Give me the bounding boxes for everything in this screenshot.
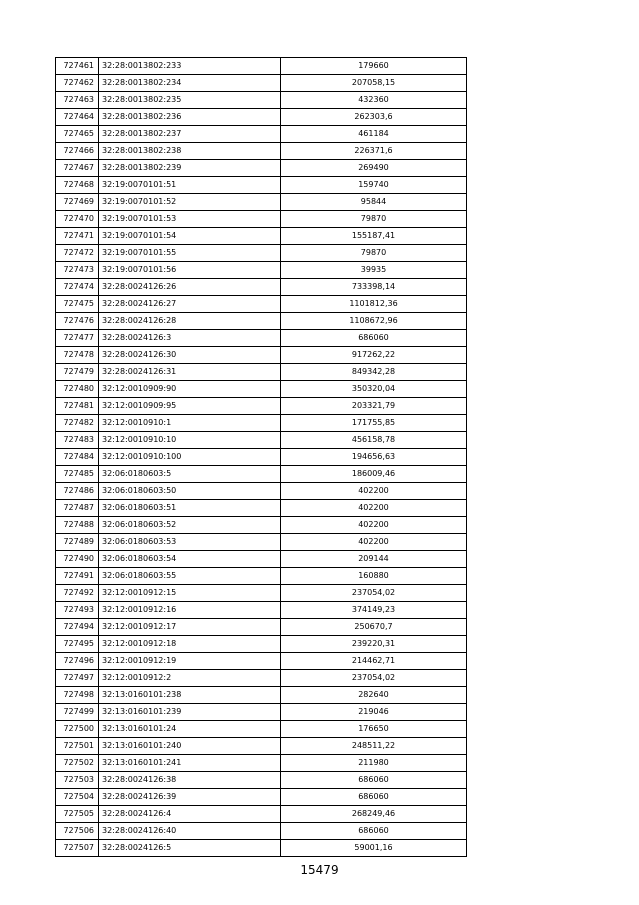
cadastral-number-cell: 32:28:0013802:239 — [99, 160, 281, 177]
table-row — [56, 449, 467, 466]
row-id-cell: 727481 — [56, 398, 99, 415]
value-cell: 402200 — [281, 500, 467, 517]
table-row — [56, 823, 467, 840]
row-id-cell: 727472 — [56, 245, 99, 262]
row-id-cell: 727492 — [56, 585, 99, 602]
value-cell: 432360 — [281, 92, 467, 109]
value-cell: 186009,46 — [281, 466, 467, 483]
cadastral-number-cell: 32:13:0160101:238 — [99, 687, 281, 704]
value-cell: 917262,22 — [281, 347, 467, 364]
cadastral-number-cell: 32:19:0070101:55 — [99, 245, 281, 262]
cadastral-number-cell: 32:12:0010912:15 — [99, 585, 281, 602]
table-row — [56, 58, 467, 75]
row-id-cell: 727488 — [56, 517, 99, 534]
cadastral-number-cell: 32:19:0070101:52 — [99, 194, 281, 211]
row-id-cell: 727485 — [56, 466, 99, 483]
value-cell: 250670,7 — [281, 619, 467, 636]
value-cell: 686060 — [281, 772, 467, 789]
table-row — [56, 296, 467, 313]
cadastral-number-cell: 32:28:0013802:237 — [99, 126, 281, 143]
cadastral-number-cell: 32:06:0180603:53 — [99, 534, 281, 551]
value-cell: 79870 — [281, 245, 467, 262]
row-id-cell: 727463 — [56, 92, 99, 109]
cadastral-value-table — [55, 57, 467, 857]
row-id-cell: 727490 — [56, 551, 99, 568]
row-id-cell: 727496 — [56, 653, 99, 670]
cadastral-number-cell: 32:28:0013802:234 — [99, 75, 281, 92]
cadastral-number-cell: 32:28:0024126:39 — [99, 789, 281, 806]
row-id-cell: 727507 — [56, 840, 99, 857]
cadastral-number-cell: 32:12:0010912:19 — [99, 653, 281, 670]
table-row — [56, 415, 467, 432]
value-cell: 282640 — [281, 687, 467, 704]
cadastral-number-cell: 32:13:0160101:241 — [99, 755, 281, 772]
cadastral-number-cell: 32:06:0180603:54 — [99, 551, 281, 568]
table-row — [56, 126, 467, 143]
cadastral-number-cell: 32:28:0024126:38 — [99, 772, 281, 789]
cadastral-number-cell: 32:28:0024126:30 — [99, 347, 281, 364]
value-cell: 214462,71 — [281, 653, 467, 670]
cadastral-number-cell: 32:12:0010909:95 — [99, 398, 281, 415]
row-id-cell: 727480 — [56, 381, 99, 398]
cadastral-number-cell: 32:06:0180603:55 — [99, 568, 281, 585]
row-id-cell: 727493 — [56, 602, 99, 619]
value-cell: 402200 — [281, 517, 467, 534]
row-id-cell: 727503 — [56, 772, 99, 789]
cadastral-number-cell: 32:19:0070101:53 — [99, 211, 281, 228]
row-id-cell: 727461 — [56, 58, 99, 75]
row-id-cell: 727474 — [56, 279, 99, 296]
cadastral-number-cell: 32:28:0013802:236 — [99, 109, 281, 126]
table-row — [56, 619, 467, 636]
row-id-cell: 727495 — [56, 636, 99, 653]
table-row — [56, 755, 467, 772]
table-row — [56, 602, 467, 619]
row-id-cell: 727471 — [56, 228, 99, 245]
table-row — [56, 466, 467, 483]
table-row — [56, 653, 467, 670]
cadastral-number-cell: 32:28:0024126:4 — [99, 806, 281, 823]
value-cell: 350320,04 — [281, 381, 467, 398]
value-cell: 211980 — [281, 755, 467, 772]
value-cell: 461184 — [281, 126, 467, 143]
row-id-cell: 727476 — [56, 313, 99, 330]
cadastral-number-cell: 32:28:0024126:5 — [99, 840, 281, 857]
row-id-cell: 727484 — [56, 449, 99, 466]
row-id-cell: 727464 — [56, 109, 99, 126]
row-id-cell: 727502 — [56, 755, 99, 772]
value-cell: 237054,02 — [281, 670, 467, 687]
table-row — [56, 364, 467, 381]
row-id-cell: 727466 — [56, 143, 99, 160]
value-cell: 237054,02 — [281, 585, 467, 602]
table-row — [56, 721, 467, 738]
row-id-cell: 727479 — [56, 364, 99, 381]
table-row — [56, 704, 467, 721]
row-id-cell: 727498 — [56, 687, 99, 704]
value-cell: 269490 — [281, 160, 467, 177]
value-cell: 374149,23 — [281, 602, 467, 619]
value-cell: 239220,31 — [281, 636, 467, 653]
table-row — [56, 500, 467, 517]
cadastral-number-cell: 32:19:0070101:51 — [99, 177, 281, 194]
value-cell: 402200 — [281, 483, 467, 500]
value-cell: 248511,22 — [281, 738, 467, 755]
row-id-cell: 727465 — [56, 126, 99, 143]
table-row — [56, 279, 467, 296]
cadastral-number-cell: 32:28:0024126:31 — [99, 364, 281, 381]
table-row — [56, 245, 467, 262]
value-cell: 456158,78 — [281, 432, 467, 449]
table-row — [56, 143, 467, 160]
table-row — [56, 789, 467, 806]
value-cell: 79870 — [281, 211, 467, 228]
row-id-cell: 727462 — [56, 75, 99, 92]
table-row — [56, 840, 467, 857]
cadastral-number-cell: 32:13:0160101:24 — [99, 721, 281, 738]
cadastral-number-cell: 32:12:0010912:18 — [99, 636, 281, 653]
table-row — [56, 568, 467, 585]
row-id-cell: 727467 — [56, 160, 99, 177]
table-row — [56, 517, 467, 534]
row-id-cell: 727500 — [56, 721, 99, 738]
cadastral-number-cell: 32:13:0160101:239 — [99, 704, 281, 721]
row-id-cell: 727477 — [56, 330, 99, 347]
row-id-cell: 727486 — [56, 483, 99, 500]
table-row — [56, 347, 467, 364]
cadastral-number-cell: 32:12:0010910:100 — [99, 449, 281, 466]
value-cell: 686060 — [281, 789, 467, 806]
table-row — [56, 432, 467, 449]
table-row — [56, 194, 467, 211]
table-row — [56, 806, 467, 823]
value-cell: 203321,79 — [281, 398, 467, 415]
row-id-cell: 727483 — [56, 432, 99, 449]
table-row — [56, 211, 467, 228]
value-cell: 686060 — [281, 823, 467, 840]
table-row — [56, 687, 467, 704]
cadastral-number-cell: 32:06:0180603:52 — [99, 517, 281, 534]
cadastral-number-cell: 32:13:0160101:240 — [99, 738, 281, 755]
cadastral-number-cell: 32:06:0180603:5 — [99, 466, 281, 483]
table-body — [56, 58, 467, 857]
table-row — [56, 92, 467, 109]
value-cell: 176650 — [281, 721, 467, 738]
table-row — [56, 738, 467, 755]
cadastral-number-cell: 32:28:0013802:233 — [99, 58, 281, 75]
cadastral-number-cell: 32:12:0010910:1 — [99, 415, 281, 432]
value-cell: 1101812,36 — [281, 296, 467, 313]
table-row — [56, 177, 467, 194]
table-row — [56, 330, 467, 347]
cadastral-number-cell: 32:28:0024126:26 — [99, 279, 281, 296]
value-cell: 268249,46 — [281, 806, 467, 823]
row-id-cell: 727501 — [56, 738, 99, 755]
table-row — [56, 228, 467, 245]
cadastral-number-cell: 32:06:0180603:51 — [99, 500, 281, 517]
row-id-cell: 727473 — [56, 262, 99, 279]
value-cell: 207058,15 — [281, 75, 467, 92]
value-cell: 733398,14 — [281, 279, 467, 296]
table-row — [56, 381, 467, 398]
row-id-cell: 727505 — [56, 806, 99, 823]
table-row — [56, 670, 467, 687]
row-id-cell: 727489 — [56, 534, 99, 551]
table-row — [56, 483, 467, 500]
row-id-cell: 727494 — [56, 619, 99, 636]
row-id-cell: 727478 — [56, 347, 99, 364]
cadastral-number-cell: 32:06:0180603:50 — [99, 483, 281, 500]
cadastral-number-cell: 32:28:0013802:238 — [99, 143, 281, 160]
table-row — [56, 772, 467, 789]
value-cell: 160880 — [281, 568, 467, 585]
value-cell: 179660 — [281, 58, 467, 75]
value-cell: 159740 — [281, 177, 467, 194]
value-cell: 1108672,96 — [281, 313, 467, 330]
row-id-cell: 727506 — [56, 823, 99, 840]
table-row — [56, 75, 467, 92]
value-cell: 39935 — [281, 262, 467, 279]
row-id-cell: 727470 — [56, 211, 99, 228]
page-number: 15479 — [300, 863, 339, 877]
value-cell: 209144 — [281, 551, 467, 568]
row-id-cell: 727468 — [56, 177, 99, 194]
table-row — [56, 585, 467, 602]
table-row — [56, 398, 467, 415]
table-row — [56, 636, 467, 653]
cadastral-number-cell: 32:12:0010912:17 — [99, 619, 281, 636]
value-cell: 402200 — [281, 534, 467, 551]
value-cell: 262303,6 — [281, 109, 467, 126]
value-cell: 59001,16 — [281, 840, 467, 857]
row-id-cell: 727482 — [56, 415, 99, 432]
cadastral-number-cell: 32:12:0010912:2 — [99, 670, 281, 687]
table-row — [56, 534, 467, 551]
cadastral-number-cell: 32:19:0070101:54 — [99, 228, 281, 245]
row-id-cell: 727499 — [56, 704, 99, 721]
value-cell: 849342,28 — [281, 364, 467, 381]
table-row — [56, 313, 467, 330]
cadastral-number-cell: 32:28:0024126:28 — [99, 313, 281, 330]
table-row — [56, 109, 467, 126]
row-id-cell: 727487 — [56, 500, 99, 517]
row-id-cell: 727497 — [56, 670, 99, 687]
value-cell: 155187,41 — [281, 228, 467, 245]
cadastral-number-cell: 32:12:0010910:10 — [99, 432, 281, 449]
cadastral-number-cell: 32:28:0024126:27 — [99, 296, 281, 313]
value-cell: 171755,85 — [281, 415, 467, 432]
cadastral-number-cell: 32:28:0024126:40 — [99, 823, 281, 840]
cadastral-number-cell: 32:12:0010909:90 — [99, 381, 281, 398]
cadastral-number-cell: 32:28:0013802:235 — [99, 92, 281, 109]
cadastral-number-cell: 32:12:0010912:16 — [99, 602, 281, 619]
value-cell: 95844 — [281, 194, 467, 211]
table-row — [56, 160, 467, 177]
value-cell: 686060 — [281, 330, 467, 347]
value-cell: 219046 — [281, 704, 467, 721]
value-cell: 194656,63 — [281, 449, 467, 466]
cadastral-number-cell: 32:28:0024126:3 — [99, 330, 281, 347]
cadastral-number-cell: 32:19:0070101:56 — [99, 262, 281, 279]
value-cell: 226371,6 — [281, 143, 467, 160]
row-id-cell: 727491 — [56, 568, 99, 585]
table-row — [56, 551, 467, 568]
row-id-cell: 727504 — [56, 789, 99, 806]
table-row — [56, 262, 467, 279]
row-id-cell: 727469 — [56, 194, 99, 211]
row-id-cell: 727475 — [56, 296, 99, 313]
